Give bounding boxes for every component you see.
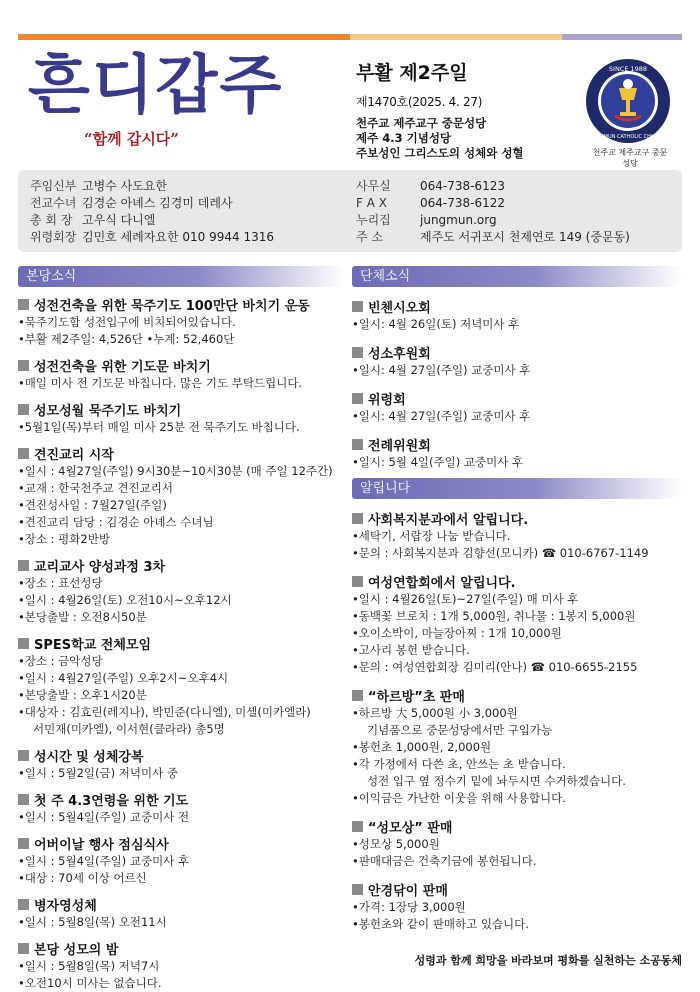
news-item	[352, 686, 682, 807]
item-title	[352, 297, 682, 316]
section-heading: 본당소식	[18, 266, 344, 287]
item-line: •대상 : 70세 이상 어르신	[18, 871, 147, 885]
masthead-subtitle: “함께 갑시다”	[84, 130, 179, 148]
news-item	[18, 444, 344, 548]
news-item	[352, 389, 682, 425]
emblem-caption: 천주교 제주교구 중문성당	[592, 148, 668, 168]
news-item	[352, 880, 682, 933]
item-title-text: 위령회	[368, 393, 406, 408]
item-line: •각 가정에서 다쓴 초, 안쓰는 초 받습니다.	[352, 757, 566, 771]
parish-emblem	[585, 58, 671, 144]
item-title-text: 빈첸시오회	[368, 301, 431, 316]
website-link[interactable]: jungmun.org	[420, 213, 497, 227]
item-title	[18, 444, 344, 463]
item-title	[352, 817, 682, 836]
bullet-square-icon	[352, 393, 363, 404]
item-title	[18, 939, 344, 958]
item-line: •일시 : 4월26일(토)~27일(주일) 매 미사 후	[352, 592, 579, 606]
item-line: •본당출발 : 오전8시50분	[18, 610, 147, 624]
news-item	[18, 356, 344, 392]
item-line: •판매대금은 건축기금에 봉헌됩니다.	[352, 854, 537, 868]
item-title	[18, 746, 344, 765]
news-item	[18, 939, 344, 992]
item-title-text: 안경닦이 판매	[368, 884, 448, 899]
item-title	[352, 686, 682, 705]
item-line: •일시 : 4월26일(토) 오전10시~오후12시	[18, 593, 232, 607]
item-line: •묵주기도함 성전입구에 비치되어있습니다.	[18, 315, 236, 329]
item-title-text: 병자영성체	[34, 899, 97, 914]
news-item	[18, 895, 344, 931]
item-line: •일시: 4월 27일(주일) 교중미사 후	[352, 409, 531, 423]
item-line: •장소 : 평화2반방	[18, 532, 110, 546]
item-line: 성전 입구 옆 정수기 밑에 놔두시면 수거하겠습니다.	[367, 774, 626, 788]
masthead-logo	[28, 46, 328, 156]
item-title	[18, 834, 344, 853]
bullet-square-icon	[18, 794, 29, 805]
item-title	[18, 556, 344, 575]
parish-news-section	[18, 266, 344, 992]
item-title-text: 성전건축을 위한 기도문 바치기	[34, 360, 211, 375]
bullet-square-icon	[352, 301, 363, 312]
contact-info-box	[18, 170, 682, 252]
item-title-text: 본당 성모의 밤	[34, 943, 119, 958]
item-title-text: 성소후원회	[368, 347, 431, 362]
item-line: •매일 미사 전 기도문 바칩니다. 많은 기도 부탁드립니다.	[18, 376, 303, 390]
top-color-bar	[18, 34, 682, 40]
bullet-square-icon	[18, 838, 29, 849]
bullet-square-icon	[18, 560, 29, 571]
bullet-square-icon	[18, 404, 29, 415]
item-line: •대상자 : 김효린(레지나), 박민준(다니엘), 미셸(미카엘라)	[18, 705, 311, 719]
item-title-text: 성모성월 묵주기도 바치기	[34, 404, 182, 419]
item-line: •일시 : 5월4일(주일) 교중미사 전	[18, 810, 190, 824]
item-line: •부활 제2주일: 4,526단 •누계: 52,460단	[18, 332, 235, 346]
item-line: •봉헌초와 같이 판매하고 있습니다.	[352, 917, 529, 931]
item-title	[18, 400, 344, 419]
item-title	[18, 895, 344, 914]
item-title-text: 전례위원회	[368, 439, 431, 454]
item-title	[352, 880, 682, 899]
parish-line-3: 주보성인 그리스도의 성체와 성혈	[356, 146, 524, 160]
bullet-square-icon	[18, 943, 29, 954]
item-title-text: 첫 주 4.3연령을 위한 기도	[34, 794, 189, 809]
news-item	[18, 746, 344, 782]
notices-section	[352, 478, 682, 933]
office-contact: 사무실 064-738-6123 F A X 064-738-6122 누리집 jungmun.org 주 소 제주도 서귀포시 천제연로 149 (중문동)	[356, 179, 630, 244]
news-item	[352, 297, 682, 333]
item-line: •오전10시 미사는 없습니다.	[18, 976, 162, 990]
staff-list: 주임신부 고병수 사도요한 전교수녀 김경순 아녜스 김경미 데레사 총 회 장 고우식 다니엘 위령회장 김민호 세례자요한 010 9944 1316	[30, 179, 274, 244]
issue-info	[356, 58, 576, 161]
item-line: •일시: 4월 26일(토) 저녁미사 후	[352, 317, 520, 331]
item-line: •견진교리 담당 : 김경순 아녜스 수녀님	[18, 515, 214, 529]
issue-number: 제1470호(2025. 4. 27)	[356, 95, 483, 109]
item-line: •일시 : 5월8일(목) 오전11시	[18, 915, 167, 929]
news-item	[352, 817, 682, 870]
item-line: 기념품으로 중문성당에서만 구입가능	[367, 723, 553, 737]
item-title-text: 교리교사 양성과정 3차	[34, 560, 166, 575]
bullet-square-icon	[18, 899, 29, 910]
item-title	[18, 790, 344, 809]
item-line: •동백꽃 브로치 : 1개 5,000원, 취나물 : 1봉지 5,000원	[352, 609, 636, 623]
item-line: •문의 : 사회복지분과 김향선(모니카) ☎ 010-6767-1149	[352, 546, 649, 560]
news-item	[18, 400, 344, 436]
item-line: •오이소박이, 마늘장아찌 : 1개 10,000원	[352, 626, 562, 640]
item-title-text: 어버이날 행사 점심식사	[34, 838, 169, 853]
item-line: •일시: 5월 4일(주일) 교중미사 후	[352, 455, 524, 469]
news-item	[352, 435, 682, 471]
news-item	[18, 790, 344, 826]
item-title-text: 성시간 및 성체강복	[34, 750, 144, 765]
item-line: •문의 : 여성연합회장 김미리(안나) ☎ 010-6655-2155	[352, 660, 638, 674]
bullet-square-icon	[352, 821, 363, 832]
item-line: •일시 : 4월27일(주일) 9시30분~10시30분 (매 주일 12주간)	[18, 464, 333, 478]
footer-motto: 성령과 함께 희망을 바라보며 평화를 실천하는 소공동체	[414, 954, 682, 967]
item-title	[352, 509, 682, 528]
parish-line-1: 천주교 제주교구 중문성당	[356, 116, 487, 130]
item-title-text: 견진교리 시작	[34, 448, 114, 463]
item-line: •이익금은 가난한 이웃을 위해 사용합니다.	[352, 791, 566, 805]
item-line: •일시 : 5월2일(금) 저녁미사 중	[18, 766, 178, 780]
emblem-since: SINCE 1988	[608, 65, 648, 73]
item-title	[352, 435, 682, 454]
item-title-text: SPES학교 전체모임	[34, 638, 152, 653]
item-title-text: 성전건축을 위한 묵주기도 100만단 바치기 운동	[34, 299, 310, 314]
news-item	[18, 556, 344, 626]
bullet-square-icon	[352, 513, 363, 524]
liturgical-week: 부활 제2주일	[356, 62, 468, 84]
item-line: •고사리 봉헌 받습니다.	[352, 643, 470, 657]
item-line: •일시 : 5월8일(목) 저녁7시	[18, 959, 160, 973]
item-line: •가격: 1장당 3,000원	[352, 900, 466, 914]
item-title	[352, 572, 682, 591]
bullet-square-icon	[18, 638, 29, 649]
item-line: •세탁기, 서랍장 나눔 받습니다.	[352, 529, 511, 543]
bullet-square-icon	[352, 690, 363, 701]
item-title-text: “성모상” 판매	[368, 821, 453, 836]
item-line: •일시 : 4월27일(주일) 오후2시~오후4시	[18, 671, 229, 685]
item-line: •5월1일(목)부터 매일 미사 25분 전 묵주기도 바칩니다.	[18, 420, 300, 434]
news-item	[352, 509, 682, 562]
news-item	[352, 572, 682, 676]
item-title	[18, 295, 344, 314]
item-title-text: 여성연합회에서 알립니다.	[368, 576, 516, 591]
news-item	[18, 295, 344, 348]
item-line: •성모상 5,000원	[352, 837, 440, 851]
bullet-square-icon	[352, 884, 363, 895]
news-item	[352, 343, 682, 379]
parish-line-2: 제주 4.3 기념성당	[356, 131, 452, 145]
section-heading: 알립니다	[352, 478, 682, 499]
masthead-title: 흔디갑주	[28, 48, 284, 123]
item-line: •하르방 大 5,000원 小 3,000원	[352, 706, 518, 720]
item-line: •장소 : 표선성당	[18, 576, 103, 590]
item-line: •일시 : 5월4일(주일) 교중미사 후	[18, 854, 190, 868]
item-line: •교재 : 한국천주교 견진교리서	[18, 481, 173, 495]
bullet-square-icon	[352, 347, 363, 358]
item-line: •본당출발 : 오후1시20분	[18, 688, 147, 702]
group-news-section	[352, 266, 682, 471]
bullet-square-icon	[18, 299, 29, 310]
item-title-text: 사회복지분과에서 알립니다.	[368, 513, 529, 528]
item-line: •봉헌초 1,000원, 2,000원	[352, 740, 492, 754]
bullet-square-icon	[352, 439, 363, 450]
bullet-square-icon	[18, 750, 29, 761]
emblem-ring-text: JUNGMUN CATHOLIC CHURCH	[590, 134, 666, 140]
item-line: •견진성사일 : 7월27일(주일)	[18, 498, 167, 512]
item-title	[352, 343, 682, 362]
section-heading: 단체소식	[352, 266, 682, 287]
item-title-text: “하르방”초 판매	[368, 690, 465, 705]
item-title	[18, 356, 344, 375]
item-title	[352, 389, 682, 408]
item-title	[18, 634, 344, 653]
item-line: •일시: 4월 27일(주일) 교중미사 후	[352, 363, 531, 377]
bullet-square-icon	[18, 448, 29, 459]
bullet-square-icon	[18, 360, 29, 371]
news-item	[18, 634, 344, 738]
news-item	[18, 834, 344, 887]
item-line: •장소 : 금악성당	[18, 654, 103, 668]
item-line: 서민재(미카엘), 이서현(클라라) 총5명	[33, 722, 225, 736]
bullet-square-icon	[352, 576, 363, 587]
